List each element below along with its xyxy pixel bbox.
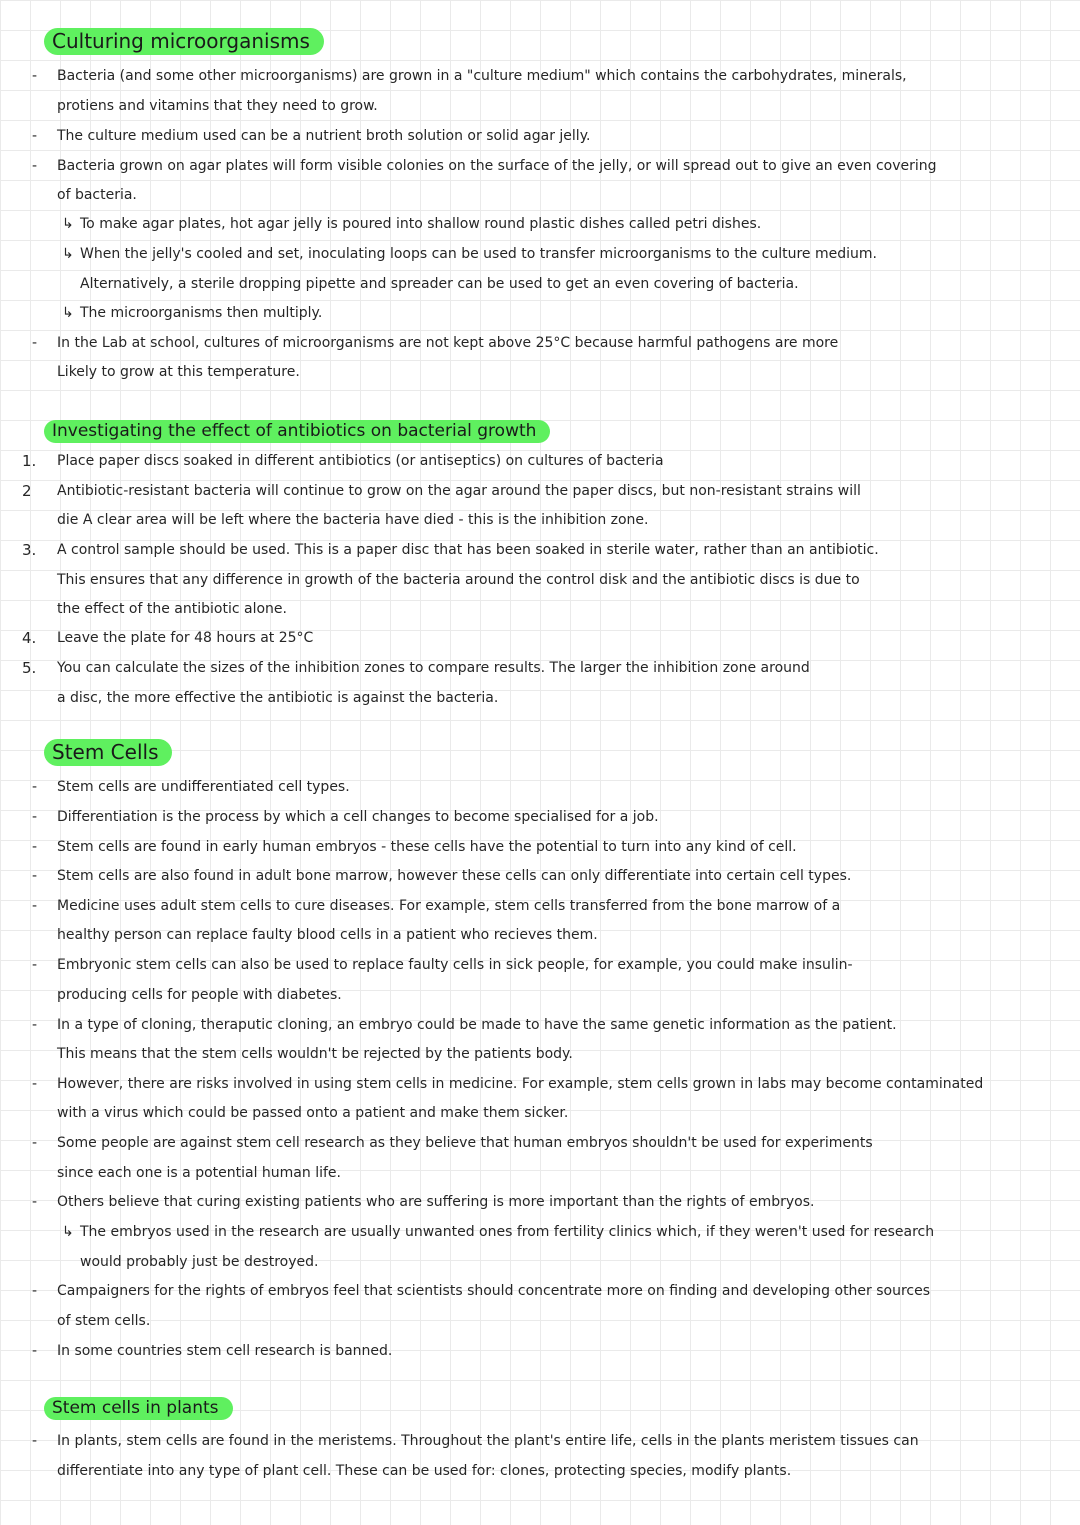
sub-arrow-icon: ↳ xyxy=(62,246,74,262)
antibiotics-line-8: You can calculate the sizes of the inhibition zones to compare results. The larger the inhibition zone around xyxy=(57,660,810,676)
stem-line-11: However, there are risks involved in using stem cells in medicine. For example, stem cells grown in labs may become contaminated xyxy=(57,1076,984,1092)
culturing-line-3: The culture medium used can be a nutrient broth solution or solid agar jelly. xyxy=(57,128,591,144)
stem-line-2: Differentiation is the process by which a cell changes to become specialised for a job. xyxy=(57,809,659,825)
bullet-dash: - xyxy=(32,839,38,855)
sub-arrow-icon: ↳ xyxy=(62,305,74,321)
heading-culturing: Culturing microorganisms xyxy=(44,28,324,55)
culturing-line-5: of bacteria. xyxy=(57,187,137,203)
bullet-dash: - xyxy=(32,957,38,973)
culturing-line-11: Likely to grow at this temperature. xyxy=(57,364,300,380)
bullet-dash: - xyxy=(32,1283,38,1299)
plants-line-2: differentiate into any type of plant cell. These can be used for: clones, protecting species, modify plants. xyxy=(57,1463,792,1479)
stem-line-20: In some countries stem cell research is banned. xyxy=(57,1343,393,1359)
sub-arrow-icon: ↳ xyxy=(62,216,74,232)
stem-line-7: Embryonic stem cells can also be used to replace faulty cells in sick people, for example, you could make insulin- xyxy=(57,957,853,973)
bullet-dash: - xyxy=(32,1433,38,1449)
culturing-line-1: Bacteria (and some other microorganisms) are grown in a "culture medium" which contains the carbohydrates, minerals, xyxy=(57,68,907,84)
stem-line-14: since each one is a potential human life. xyxy=(57,1165,341,1181)
antibiotics-line-2: Antibiotic-resistant bacteria will continue to grow on the agar around the paper discs, but non-resistant strains will xyxy=(57,483,861,499)
stem-line-12: with a virus which could be passed onto a patient and make them sicker. xyxy=(57,1105,569,1121)
culturing-line-6: To make agar plates, hot agar jelly is poured into shallow round plastic dishes called petri dishes. xyxy=(80,216,762,232)
bullet-dash: - xyxy=(32,1135,38,1151)
antibiotics-line-9: a disc, the more effective the antibiotic is against the bacteria. xyxy=(57,690,499,706)
antibiotics-line-5: This ensures that any difference in growth of the bacteria around the control disk and the antibiotic discs is due to xyxy=(57,572,860,588)
plants-line-1: In plants, stem cells are found in the meristems. Throughout the plant's entire life, cells in the plants meristem tissues can xyxy=(57,1433,919,1449)
stem-line-16: The embryos used in the research are usually unwanted ones from fertility clinics which, if they weren't used for research xyxy=(80,1224,935,1240)
stem-line-1: Stem cells are undifferentiated cell types. xyxy=(57,779,350,795)
heading-stem-cells: Stem Cells xyxy=(44,739,172,766)
bullet-dash: - xyxy=(32,898,38,914)
antibiotics-line-7: Leave the plate for 48 hours at 25°C xyxy=(57,630,314,646)
sub-arrow-icon: ↳ xyxy=(62,1224,74,1240)
bullet-dash: - xyxy=(32,868,38,884)
heading-antibiotics: Investigating the effect of antibiotics on bacterial growth xyxy=(44,420,550,443)
bullet-dash: - xyxy=(32,335,38,351)
step-number: 2 xyxy=(22,482,32,500)
bullet-dash: - xyxy=(32,1343,38,1359)
bullet-dash: - xyxy=(32,158,38,174)
bullet-dash: - xyxy=(32,779,38,795)
stem-line-13: Some people are against stem cell research as they believe that human embryos shouldn't be used for experiments xyxy=(57,1135,873,1151)
stem-line-3: Stem cells are found in early human embryos - these cells have the potential to turn into any kind of cell. xyxy=(57,839,797,855)
antibiotics-line-1: Place paper discs soaked in different antibiotics (or antiseptics) on cultures of bacteria xyxy=(57,453,664,469)
culturing-line-2: protiens and vitamins that they need to grow. xyxy=(57,98,378,114)
stem-line-10: This means that the stem cells wouldn't be rejected by the patients body. xyxy=(57,1046,573,1062)
stem-line-6: healthy person can replace faulty blood cells in a patient who recieves them. xyxy=(57,927,598,943)
step-number: 5. xyxy=(22,659,37,677)
step-number: 4. xyxy=(22,629,37,647)
stem-line-17: would probably just be destroyed. xyxy=(80,1254,319,1270)
culturing-line-4: Bacteria grown on agar plates will form visible colonies on the surface of the jelly, or will spread out to give an even covering xyxy=(57,158,937,174)
step-number: 3. xyxy=(22,541,37,559)
culturing-line-8: Alternatively, a sterile dropping pipette and spreader can be used to get an even covering of bacteria. xyxy=(80,276,799,292)
bullet-dash: - xyxy=(32,1194,38,1210)
antibiotics-line-3: die A clear area will be left where the bacteria have died - this is the inhibition zone. xyxy=(57,512,649,528)
stem-line-5: Medicine uses adult stem cells to cure diseases. For example, stem cells transferred from the bone marrow of a xyxy=(57,898,841,914)
culturing-line-9: The microorganisms then multiply. xyxy=(80,305,323,321)
heading-stem-cells-plants: Stem cells in plants xyxy=(44,1397,233,1420)
bullet-dash: - xyxy=(32,1076,38,1092)
bullet-dash: - xyxy=(32,128,38,144)
step-number: 1. xyxy=(22,452,37,470)
stem-line-9: In a type of cloning, theraputic cloning, an embryo could be made to have the same genetic information as the patient. xyxy=(57,1017,897,1033)
stem-line-18: Campaigners for the rights of embryos feel that scientists should concentrate more on finding and developing other sources xyxy=(57,1283,931,1299)
bullet-dash: - xyxy=(32,68,38,84)
stem-line-4: Stem cells are also found in adult bone marrow, however these cells can only differentiate into certain cell types. xyxy=(57,868,852,884)
stem-line-15: Others believe that curing existing patients who are suffering is more important than the rights of embryos. xyxy=(57,1194,815,1210)
antibiotics-line-6: the effect of the antibiotic alone. xyxy=(57,601,287,617)
bullet-dash: - xyxy=(32,1017,38,1033)
culturing-line-7: When the jelly's cooled and set, inoculating loops can be used to transfer microorganisms to the culture medium. xyxy=(80,246,877,262)
bullet-dash: - xyxy=(32,809,38,825)
culturing-line-10: In the Lab at school, cultures of microorganisms are not kept above 25°C because harmful pathogens are more xyxy=(57,335,839,351)
stem-line-19: of stem cells. xyxy=(57,1313,151,1329)
antibiotics-line-4: A control sample should be used. This is a paper disc that has been soaked in sterile water, rather than an antibiotic. xyxy=(57,542,879,558)
stem-line-8: producing cells for people with diabetes. xyxy=(57,987,342,1003)
